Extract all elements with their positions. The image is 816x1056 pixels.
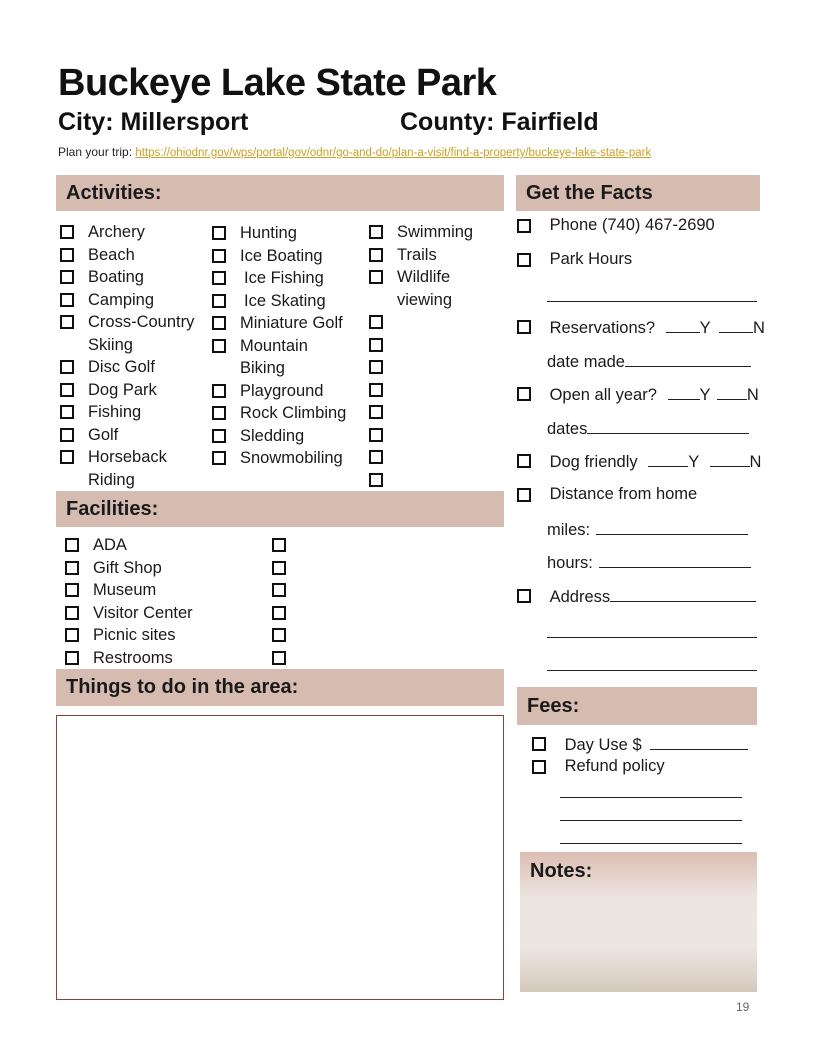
activity-trails[interactable]: Trails: [369, 244, 473, 267]
checkbox[interactable]: [272, 628, 286, 642]
facility-restrooms[interactable]: Restrooms: [65, 647, 193, 670]
checkbox[interactable]: [517, 219, 531, 233]
activity-dog-park[interactable]: Dog Park: [60, 379, 194, 402]
fact-phone: Phone (740) 467-2690: [517, 216, 715, 235]
checkbox[interactable]: [65, 628, 79, 642]
fact-reservations: Reservations? Y N: [517, 317, 765, 338]
page-title: Buckeye Lake State Park: [58, 62, 497, 104]
activity-miniature-golf[interactable]: Miniature Golf: [212, 312, 346, 335]
fact-dates: dates: [547, 418, 749, 439]
hours-line[interactable]: [599, 552, 751, 568]
activity-hunting[interactable]: Hunting: [212, 222, 346, 245]
activity-cross-country[interactable]: Cross-Country: [60, 311, 194, 334]
checkbox[interactable]: [65, 606, 79, 620]
activity-mountain-biking[interactable]: Mountain: [212, 335, 346, 358]
facility-gift-shop[interactable]: Gift Shop: [65, 557, 193, 580]
activity-wildlife-viewing[interactable]: Wildlife: [369, 266, 473, 289]
checkbox[interactable]: [65, 561, 79, 575]
dog-friendly-yes-line[interactable]: [648, 451, 688, 467]
address-line[interactable]: [610, 586, 756, 602]
checkbox[interactable]: [212, 339, 226, 353]
checkbox[interactable]: [212, 384, 226, 398]
activity-swimming[interactable]: Swimming: [369, 221, 473, 244]
checkbox[interactable]: [65, 538, 79, 552]
activity-ice-skating[interactable]: Ice Skating: [212, 290, 346, 313]
activity-label-continued: Riding: [88, 470, 135, 489]
checkbox[interactable]: [369, 270, 383, 284]
checkbox[interactable]: [60, 450, 74, 464]
checkbox[interactable]: [369, 383, 383, 397]
checkbox[interactable]: [60, 360, 74, 374]
checkbox[interactable]: [272, 651, 286, 665]
activity-boating[interactable]: Boating: [60, 266, 194, 289]
checkbox[interactable]: [517, 488, 531, 502]
fee-day-use: Day Use $: [532, 734, 748, 755]
checkbox[interactable]: [272, 583, 286, 597]
checkbox[interactable]: [60, 383, 74, 397]
checkbox[interactable]: [369, 248, 383, 262]
blank-activity-checkboxes: [369, 315, 473, 487]
facility-museum[interactable]: Museum: [65, 579, 193, 602]
checkbox[interactable]: [65, 651, 79, 665]
fact-open-all-year: Open all year? Y N: [517, 384, 759, 405]
address-line-3[interactable]: [547, 670, 757, 671]
plan-trip: [58, 145, 651, 159]
checkbox[interactable]: [369, 225, 383, 239]
notes-box[interactable]: [520, 852, 757, 992]
checkbox[interactable]: [60, 248, 74, 262]
activity-playground[interactable]: Playground: [212, 380, 346, 403]
checkbox[interactable]: [369, 315, 383, 329]
fees-header: Fees:: [517, 687, 757, 725]
checkbox[interactable]: [272, 606, 286, 620]
checkbox[interactable]: [212, 451, 226, 465]
open-all-year-yes-line[interactable]: [668, 384, 700, 400]
fact-distance: Distance from home: [517, 485, 697, 504]
facility-visitor-center[interactable]: Visitor Center: [65, 602, 193, 625]
activity-ice-fishing[interactable]: Ice Fishing: [212, 267, 346, 290]
blank-facility-checkboxes: [272, 534, 286, 673]
activities-col-1: [60, 221, 194, 491]
fact-miles: miles:: [547, 519, 748, 540]
activity-camping[interactable]: Camping: [60, 289, 194, 312]
facilities-list: [65, 534, 193, 669]
checkbox[interactable]: [369, 338, 383, 352]
notes-header: Notes:: [530, 860, 593, 882]
activity-beach[interactable]: Beach: [60, 244, 194, 267]
fact-dog-friendly: Dog friendly Y N: [517, 451, 761, 472]
activities-header: Activities:: [56, 175, 504, 211]
checkbox[interactable]: [212, 294, 226, 308]
checkbox[interactable]: [532, 760, 546, 774]
activities-col-3: [369, 221, 473, 495]
checkbox[interactable]: [272, 538, 286, 552]
address-line-2[interactable]: [547, 637, 757, 638]
checkbox[interactable]: [60, 225, 74, 239]
activity-archery[interactable]: Archery: [60, 221, 194, 244]
open-all-year-no-line[interactable]: [717, 384, 747, 400]
refund-line-1[interactable]: [560, 797, 742, 798]
facts-header: Get the Facts: [516, 175, 760, 211]
checkbox[interactable]: [517, 454, 531, 468]
refund-line-3[interactable]: [560, 843, 742, 844]
fact-hours: hours:: [547, 552, 751, 573]
checkbox[interactable]: [369, 405, 383, 419]
activity-ice-boating[interactable]: Ice Boating: [212, 245, 346, 268]
activity-disc-golf[interactable]: Disc Golf: [60, 356, 194, 379]
county-label: County: Fairfield: [400, 108, 599, 136]
checkbox[interactable]: [517, 320, 531, 334]
activity-label-continued: viewing: [397, 290, 453, 309]
fact-date-made: date made: [547, 351, 751, 372]
checkbox[interactable]: [517, 589, 531, 603]
checkbox[interactable]: [532, 737, 546, 751]
park-hours-line[interactable]: [547, 301, 757, 302]
checkbox[interactable]: [60, 270, 74, 284]
activity-fishing[interactable]: Fishing: [60, 401, 194, 424]
activity-rock-climbing[interactable]: Rock Climbing: [212, 402, 346, 425]
checkbox[interactable]: [60, 293, 74, 307]
checkbox[interactable]: [212, 226, 226, 240]
fact-address: Address: [517, 586, 756, 607]
date-made-line[interactable]: [625, 351, 751, 367]
dates-line[interactable]: [587, 418, 749, 434]
facility-ada[interactable]: ADA: [65, 534, 193, 557]
activity-label-continued: Skiing: [88, 335, 133, 354]
reservations-no-line[interactable]: [719, 317, 753, 333]
checkbox[interactable]: [65, 583, 79, 597]
activity-golf[interactable]: Golf: [60, 424, 194, 447]
day-use-line[interactable]: [650, 734, 748, 750]
checkbox[interactable]: [212, 316, 226, 330]
fact-park-hours: Park Hours: [517, 250, 632, 269]
checkbox[interactable]: [369, 450, 383, 464]
things-header: Things to do in the area:: [56, 669, 504, 706]
checkbox[interactable]: [212, 406, 226, 420]
checkbox[interactable]: [272, 561, 286, 575]
activity-label-continued: Biking: [240, 359, 285, 377]
things-textarea[interactable]: [56, 715, 504, 1000]
miles-line[interactable]: [596, 519, 748, 535]
checkbox[interactable]: [212, 271, 226, 285]
city-label: City: Millersport: [58, 108, 249, 136]
checkbox[interactable]: [212, 249, 226, 263]
checkbox[interactable]: [369, 428, 383, 442]
fee-refund-policy: Refund policy: [532, 757, 665, 776]
checkbox[interactable]: [369, 473, 383, 487]
checkbox[interactable]: [60, 405, 74, 419]
checkbox[interactable]: [369, 360, 383, 374]
plan-trip-label: Plan your trip:: [58, 145, 133, 159]
facilities-header: Facilities:: [56, 491, 504, 527]
activity-sledding[interactable]: Sledding: [212, 425, 346, 448]
checkbox[interactable]: [60, 428, 74, 442]
park-link[interactable]: https://ohiodnr.gov/wps/portal/gov/odnr/go-and-do/plan-a-visit/find-a-property/buckeye-lake-state-park: [135, 147, 652, 159]
checkbox[interactable]: [517, 253, 531, 267]
facility-picnic-sites[interactable]: Picnic sites: [65, 624, 193, 647]
activity-horseback[interactable]: Horseback: [60, 446, 194, 469]
checkbox[interactable]: [517, 387, 531, 401]
activities-col-2: [212, 222, 346, 470]
checkbox[interactable]: [60, 315, 74, 329]
reservations-yes-line[interactable]: [666, 317, 700, 333]
checkbox[interactable]: [212, 429, 226, 443]
refund-line-2[interactable]: [560, 820, 742, 821]
page-number: 19: [736, 1000, 750, 1014]
activity-snowmobiling[interactable]: Snowmobiling: [212, 447, 346, 470]
dog-friendly-no-line[interactable]: [710, 451, 750, 467]
